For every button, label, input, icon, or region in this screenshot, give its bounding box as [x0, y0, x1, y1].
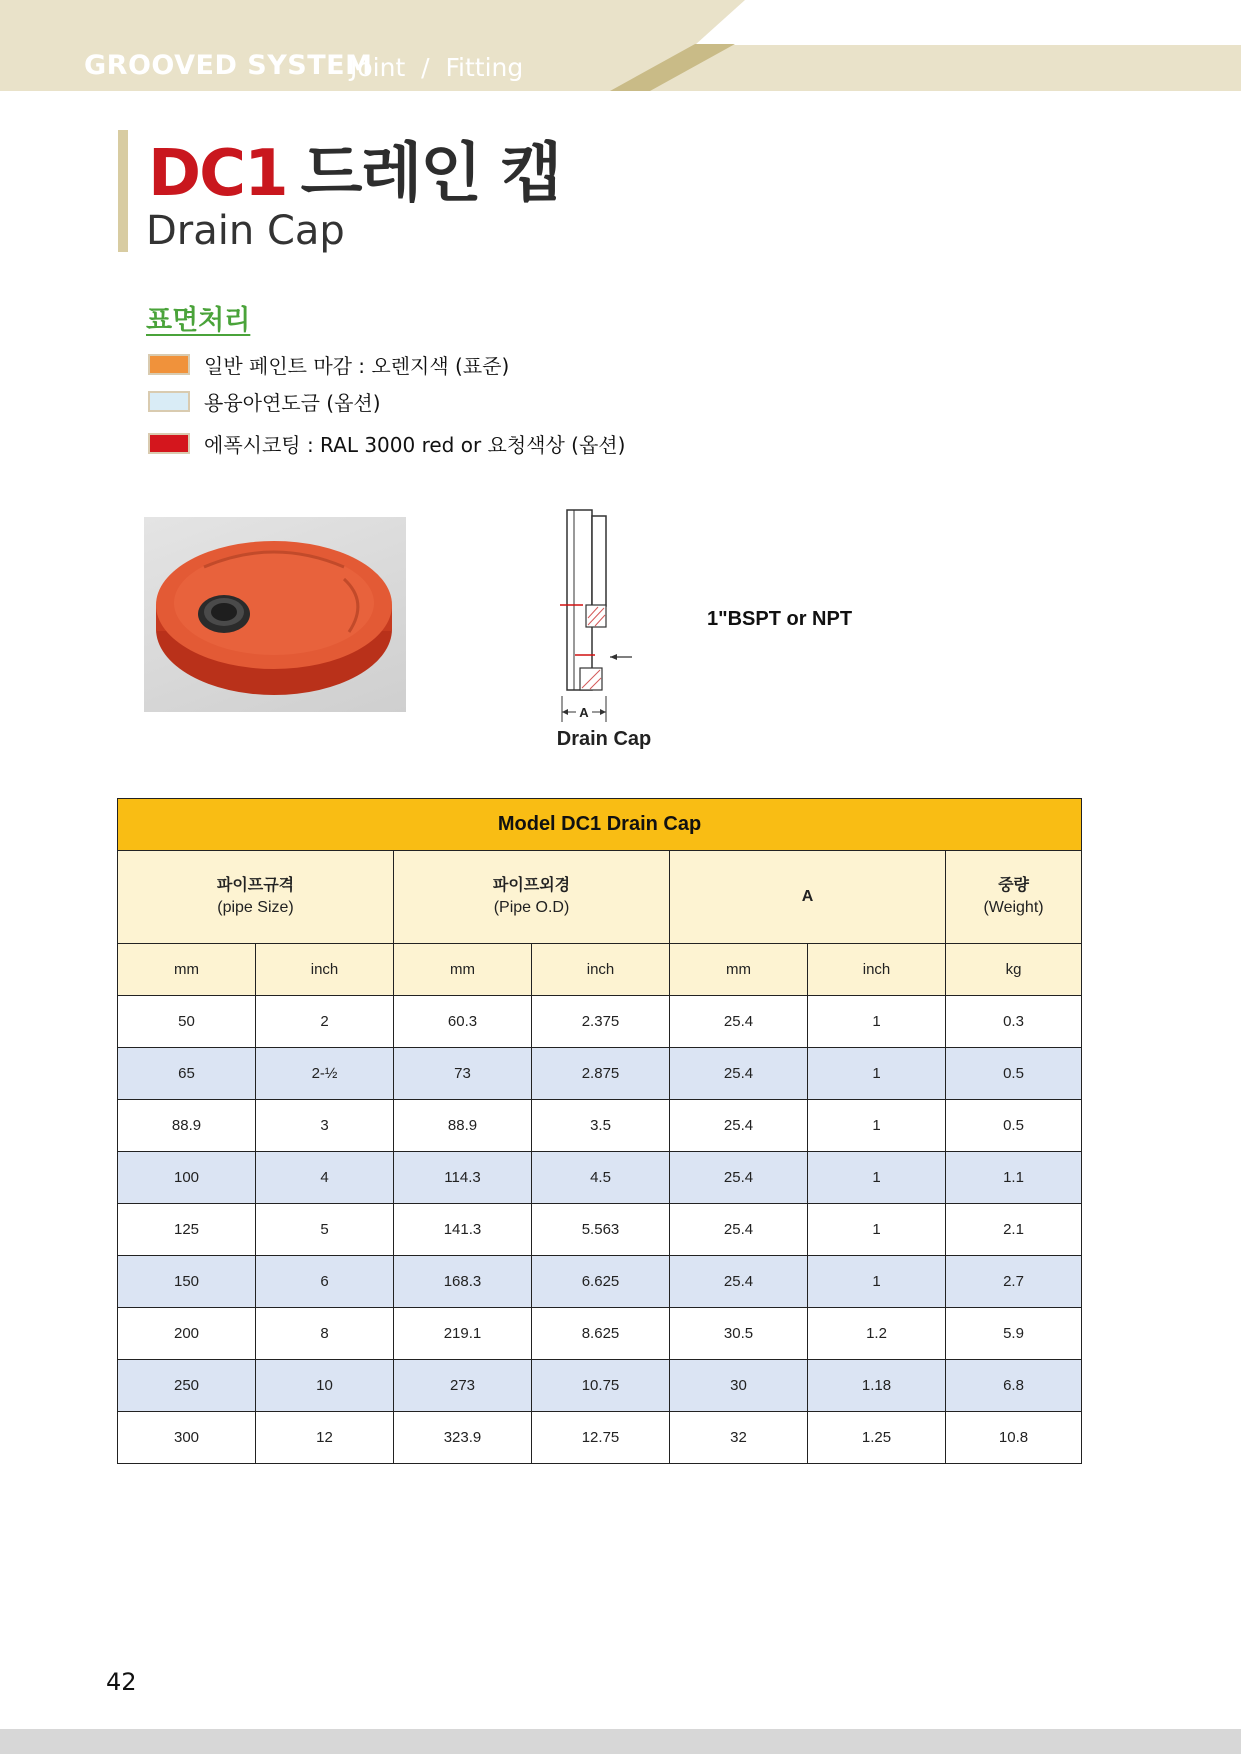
table-cell: 88.9	[394, 1100, 532, 1152]
table-cell: 200	[118, 1308, 256, 1360]
table-cell: 5	[256, 1204, 394, 1256]
table-cell: 12.75	[532, 1412, 670, 1464]
header-pipe-od: 파이프외경 (Pipe O.D)	[394, 851, 670, 944]
table-cell: 2.7	[946, 1256, 1082, 1308]
table-cell: 3.5	[532, 1100, 670, 1152]
table-cell: 30	[670, 1360, 808, 1412]
unit-cell: inch	[808, 944, 946, 996]
table-row	[118, 1360, 1082, 1412]
header-weight: 중량 (Weight)	[946, 851, 1082, 944]
finish-item	[148, 429, 625, 458]
drawing-caption: Drain Cap	[556, 728, 652, 750]
table-row	[118, 1204, 1082, 1256]
table-cell: 1	[808, 1152, 946, 1204]
table-cell: 3	[256, 1100, 394, 1152]
color-swatch-lightblue	[148, 391, 190, 412]
table-cell: 10	[256, 1360, 394, 1412]
table-cell: 6.8	[946, 1360, 1082, 1412]
finish-label: 에폭시코팅 : RAL 3000 red or 요청색상 (옵션)	[204, 433, 626, 457]
header-pipe-size: 파이프규격 (pipe Size)	[118, 851, 394, 944]
table-row	[118, 1412, 1082, 1464]
table-unit-row	[118, 944, 1082, 996]
table-row	[118, 1152, 1082, 1204]
table-cell: 8.625	[532, 1308, 670, 1360]
finish-heading: 표면처리	[146, 305, 251, 336]
table-cell: 250	[118, 1360, 256, 1412]
drain-cap-drawing	[540, 500, 680, 755]
finish-label: 용융아연도금 (옵션)	[204, 391, 381, 415]
table-cell: 1	[808, 1100, 946, 1152]
unit-cell: kg	[946, 944, 1082, 996]
table-row	[118, 1308, 1082, 1360]
finish-item	[148, 350, 509, 379]
table-title-row	[118, 799, 1082, 851]
table-cell: 25.4	[670, 996, 808, 1048]
table-cell: 10.8	[946, 1412, 1082, 1464]
finish-item	[148, 387, 381, 416]
table-cell: 4.5	[532, 1152, 670, 1204]
table-cell: 168.3	[394, 1256, 532, 1308]
table-cell: 1.2	[808, 1308, 946, 1360]
table-row	[118, 1256, 1082, 1308]
section-tag: GROOVED SYSTEM	[84, 50, 373, 81]
section-subtitle: Joint / Fitting	[350, 53, 524, 82]
table-body	[118, 996, 1082, 1464]
table-cell: 88.9	[118, 1100, 256, 1152]
model-code: DC1	[148, 137, 287, 211]
table-cell: 65	[118, 1048, 256, 1100]
table-cell: 1.18	[808, 1360, 946, 1412]
unit-cell: inch	[532, 944, 670, 996]
table-cell: 5.9	[946, 1308, 1082, 1360]
table-cell: 300	[118, 1412, 256, 1464]
footer-band	[0, 1729, 1241, 1754]
table-cell: 5.563	[532, 1204, 670, 1256]
color-swatch-orange	[148, 354, 190, 375]
table-cell: 1	[808, 1256, 946, 1308]
table-cell: 0.3	[946, 996, 1082, 1048]
product-name-ko: 드레인 캡	[300, 137, 561, 211]
table-cell: 150	[118, 1256, 256, 1308]
header-stripe	[610, 44, 740, 92]
table-cell: 273	[394, 1360, 532, 1412]
finish-label: 일반 페인트 마감 : 오렌지색 (표준)	[204, 354, 510, 378]
title-accent-bar	[118, 130, 128, 252]
table-cell: 12	[256, 1412, 394, 1464]
table-cell: 32	[670, 1412, 808, 1464]
unit-cell: mm	[394, 944, 532, 996]
table-cell: 73	[394, 1048, 532, 1100]
table-title: Model DC1 Drain Cap	[118, 799, 1082, 851]
unit-cell: mm	[670, 944, 808, 996]
table-cell: 125	[118, 1204, 256, 1256]
table-cell: 25.4	[670, 1100, 808, 1152]
table-cell: 6.625	[532, 1256, 670, 1308]
table-row	[118, 1048, 1082, 1100]
table-group-header-row	[118, 851, 1082, 944]
table-cell: 4	[256, 1152, 394, 1204]
unit-cell: mm	[118, 944, 256, 996]
table-cell: 60.3	[394, 996, 532, 1048]
table-cell: 219.1	[394, 1308, 532, 1360]
table-cell: 1.1	[946, 1152, 1082, 1204]
table-cell: 1	[808, 1204, 946, 1256]
table-cell: 2-½	[256, 1048, 394, 1100]
product-photo	[144, 517, 406, 712]
table-cell: 25.4	[670, 1048, 808, 1100]
table-cell: 100	[118, 1152, 256, 1204]
table-cell: 8	[256, 1308, 394, 1360]
table-cell: 0.5	[946, 1100, 1082, 1152]
color-swatch-red	[148, 433, 190, 454]
table-cell: 6	[256, 1256, 394, 1308]
page-number: 42	[106, 1668, 137, 1696]
table-cell: 1	[808, 1048, 946, 1100]
table-cell: 30.5	[670, 1308, 808, 1360]
spec-table	[117, 798, 1082, 1464]
table-cell: 25.4	[670, 1204, 808, 1256]
table-cell: 2	[256, 996, 394, 1048]
table-cell: 2.875	[532, 1048, 670, 1100]
header-dimension-a: A	[670, 851, 946, 944]
unit-cell: inch	[256, 944, 394, 996]
table-cell: 323.9	[394, 1412, 532, 1464]
table-row	[118, 996, 1082, 1048]
header-white-cut	[615, 0, 1241, 45]
thread-note: 1"BSPT or NPT	[707, 608, 853, 630]
table-cell: 0.5	[946, 1048, 1082, 1100]
table-cell: 10.75	[532, 1360, 670, 1412]
table-cell: 1	[808, 996, 946, 1048]
table-cell: 2.1	[946, 1204, 1082, 1256]
product-name-en: Drain Cap	[146, 208, 345, 254]
dimension-a-label: A	[579, 705, 589, 720]
table-cell: 1.25	[808, 1412, 946, 1464]
table-cell: 114.3	[394, 1152, 532, 1204]
table-cell: 25.4	[670, 1256, 808, 1308]
table-cell: 2.375	[532, 996, 670, 1048]
page-title	[148, 122, 560, 214]
table-cell: 50	[118, 996, 256, 1048]
table-cell: 141.3	[394, 1204, 532, 1256]
table-row	[118, 1100, 1082, 1152]
table-cell: 25.4	[670, 1152, 808, 1204]
